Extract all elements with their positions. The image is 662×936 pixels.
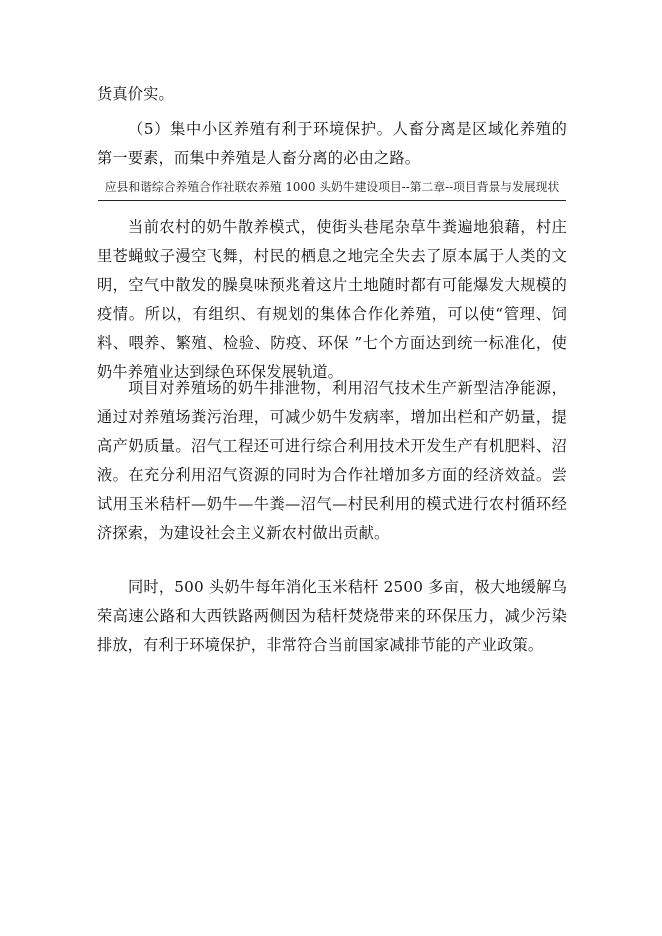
paragraph-straw-consumption: 同时，500 头奶牛每年消化玉米秸杆 2500 多亩，极大地缓解乌荣高速公路和大西铁路两侧因为秸杆焚烧带来的环保压力，减少污染排放，有利于环境保护，非常符合当前国家减排节能的产业政策。 (97, 578, 567, 654)
paragraph-biogas: 项目对养殖场的奶牛排泄物，利用沼气技术生产新型洁净能源，通过对养殖场粪污治理，可减少奶牛发病率，增加出栏和产奶量，提高产奶质量。沼气工程还可进行综合利用技术开发生产有机肥料、沼液。在充分利用沼气资源的同时为合作社增加多方面的经济效益。尝试用玉米秸杆—奶牛—牛粪—沼气—村民利用的模式进行农村循环经济探索，为建设社会主义新农村做出贡献。 (97, 379, 567, 542)
paragraph-point-5: （5）集中小区养殖有利于环境保护。人畜分离是区域化养殖的第一要素，而集中养殖是人畜分离的必由之路。 (97, 120, 567, 167)
paragraph-dispersed-farming: 当前农村的奶牛散养模式，使街头巷尾杂草牛粪遍地狼藉，村庄里苍蝇蚊子漫空飞舞，村民的栖息之地完全失去了原本属于人类的文明，空气中散发的臊臭味预兆着这片土地随时都有可能爆发大规模的疫情。所以，有组织、有规划的集体合作化养殖，可以使“管理、饲料、喂养、繁殖、检验、防疫、环保 ”七个方面达到统一标准化，使奶牛养殖业达到绿色环保发展轨道。 (97, 218, 567, 381)
paragraph-continuation: 货真价实。 (97, 85, 174, 103)
running-header: 应县和谐综合养殖合作社联农养殖 1000 头奶牛建设项目--第二章--项目背景与发展现状 (98, 178, 566, 201)
